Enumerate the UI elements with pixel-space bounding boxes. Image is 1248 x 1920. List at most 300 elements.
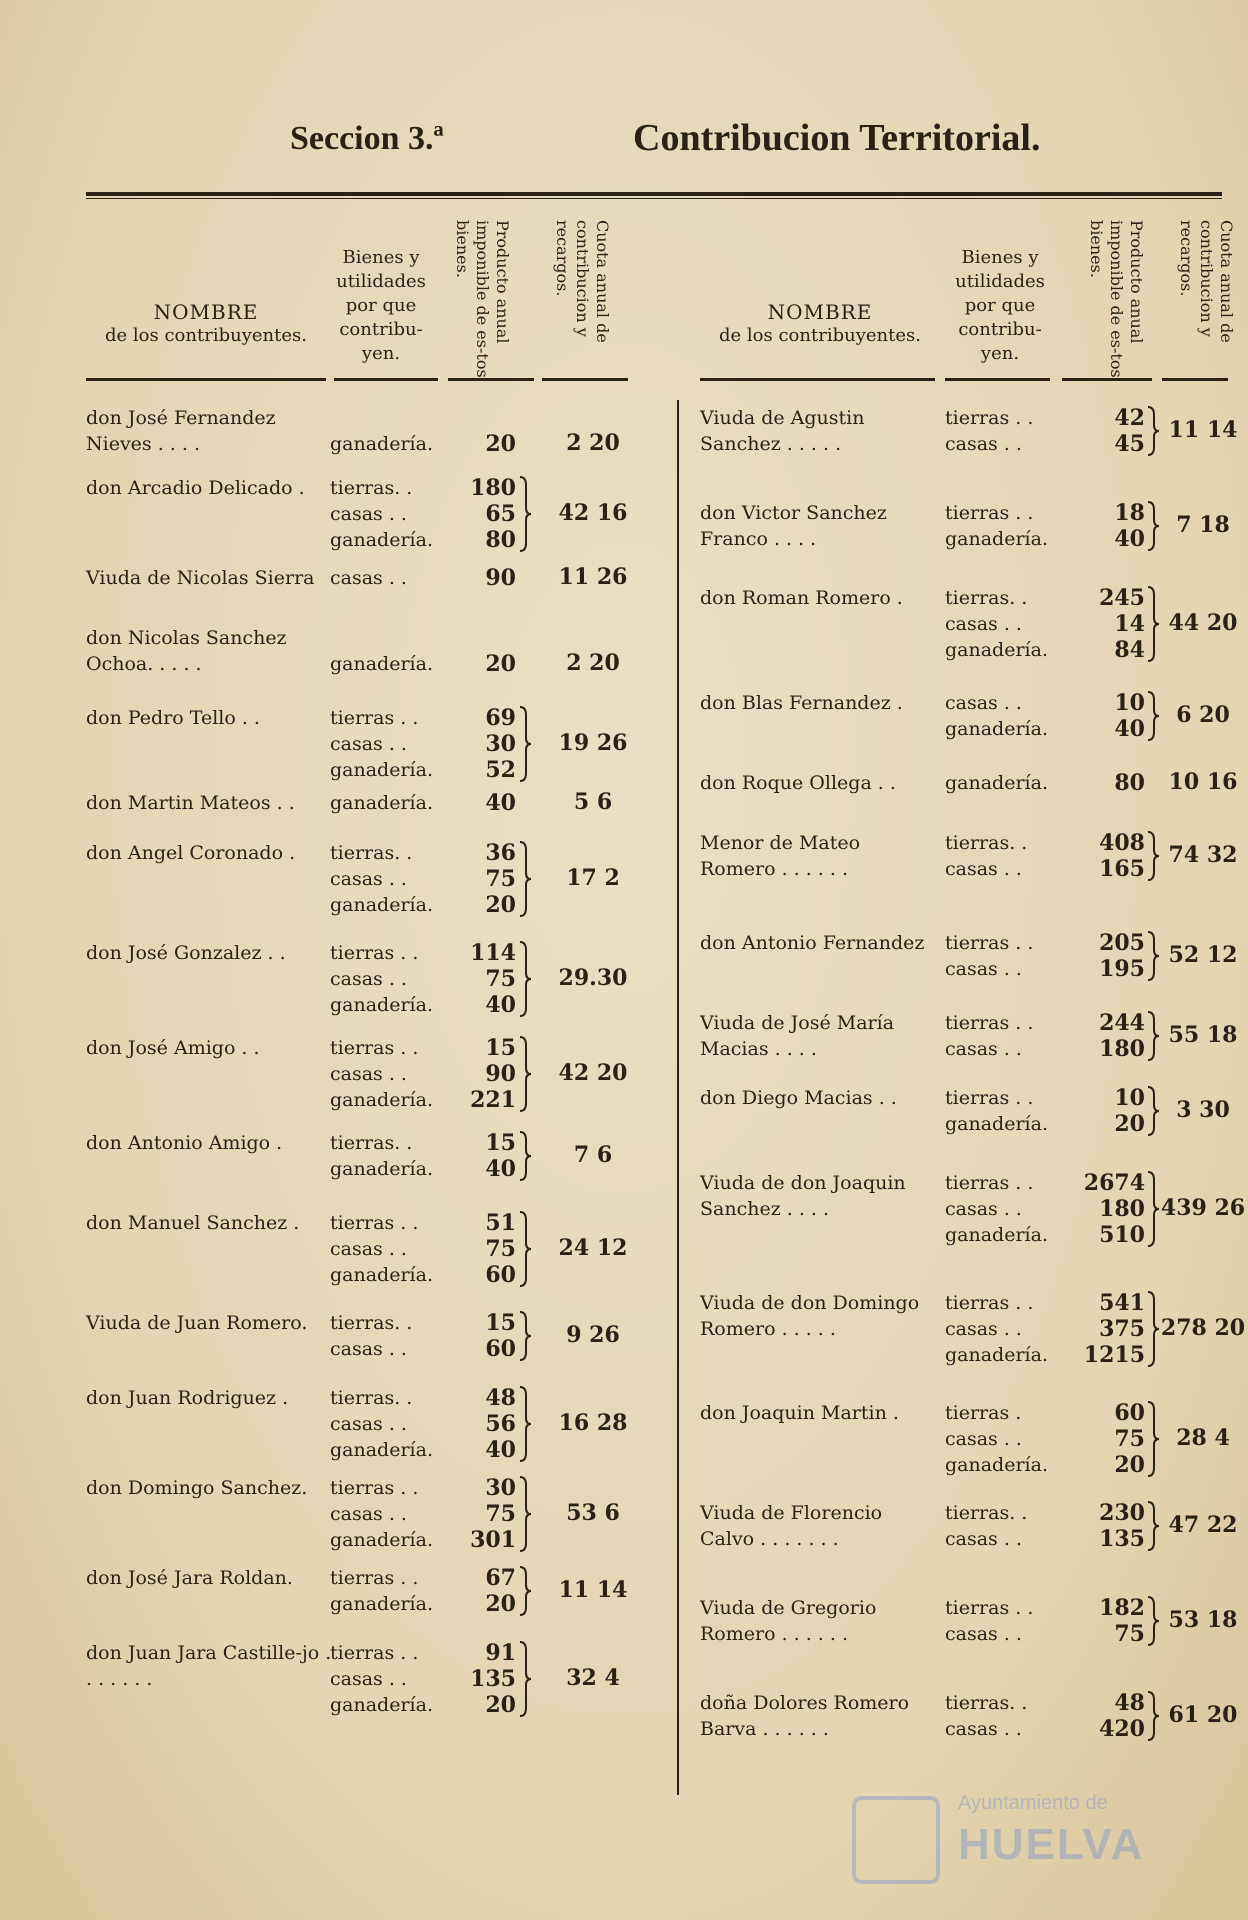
table-row <box>700 405 1238 457</box>
section-label: Seccion 3.ª <box>290 120 444 157</box>
header-underline <box>945 378 1050 381</box>
property-type: casas . . <box>330 503 407 525</box>
annual-quota: 7 6 <box>573 1142 613 1168</box>
table-row <box>700 1500 1238 1552</box>
annual-quota: 24 12 <box>558 1235 628 1261</box>
annual-quota: 19 26 <box>558 730 628 756</box>
annual-product-values <box>1045 830 1145 882</box>
brace-icon <box>518 1385 532 1463</box>
property-type: tierras . . <box>945 502 1034 524</box>
table-row <box>86 1035 666 1113</box>
property-type: ganadería. <box>330 792 433 814</box>
brace-icon <box>518 1640 532 1718</box>
property-type: ganadería. <box>330 1439 433 1461</box>
table-row <box>700 690 1230 742</box>
annual-product-values <box>406 1385 516 1463</box>
annual-product-value: 84 <box>1114 637 1145 663</box>
annual-product-value: 51 <box>485 1210 516 1236</box>
annual-product-values <box>1045 500 1145 552</box>
table-row <box>86 1565 666 1617</box>
annual-product-values <box>406 940 516 1018</box>
annual-product-value: 20 <box>485 1591 516 1617</box>
property-type: ganadería. <box>945 1344 1048 1366</box>
contributor-name: Viuda de Agustin Sanchez . . . . . <box>700 407 865 455</box>
annual-quota: 11 14 <box>1168 417 1238 443</box>
property-type: tierras . . <box>330 1477 419 1499</box>
property-type: ganadería. <box>330 1158 433 1180</box>
annual-product-value: 30 <box>485 731 516 757</box>
annual-product-value: 52 <box>485 757 516 783</box>
annual-product-values <box>1045 1085 1145 1137</box>
annual-product-value: 75 <box>485 966 516 992</box>
annual-quota: 42 16 <box>558 500 628 526</box>
annual-product-value: 114 <box>470 940 516 966</box>
annual-product-value: 10 <box>1114 690 1145 716</box>
property-type: ganadería. <box>330 1089 433 1111</box>
annual-product-value: 40 <box>1114 526 1145 552</box>
right-table <box>700 210 1246 1810</box>
header-underline <box>1162 378 1228 381</box>
annual-product-value: 60 <box>1114 1400 1145 1426</box>
table-row <box>86 1130 666 1182</box>
annual-product-value: 75 <box>1114 1426 1145 1452</box>
property-type: tierras. . <box>330 1312 413 1334</box>
annual-product-values <box>406 475 516 553</box>
annual-quota: 53 6 <box>566 1500 620 1526</box>
table-row <box>86 1210 666 1288</box>
annual-product-values <box>406 705 516 783</box>
annual-product-value: 244 <box>1099 1010 1145 1036</box>
annual-product-value: 69 <box>485 705 516 731</box>
property-type: casas . . <box>330 1063 407 1085</box>
annual-product-value: 195 <box>1099 956 1145 982</box>
contributor-name: don Roman Romero . <box>700 587 903 609</box>
annual-product-value: 20 <box>485 651 516 677</box>
annual-product-values <box>1045 405 1145 457</box>
annual-quota: 11 14 <box>558 1577 628 1603</box>
table-row <box>86 405 666 457</box>
annual-product-value: 165 <box>1099 856 1145 882</box>
contributor-name: don Antonio Amigo . <box>86 1132 283 1154</box>
property-type: tierras . . <box>330 1642 419 1664</box>
annual-product-value: 20 <box>1114 1452 1145 1478</box>
annual-quota: 44 20 <box>1168 610 1238 636</box>
header-underline <box>542 378 628 381</box>
property-type: ganadería. <box>945 718 1048 740</box>
annual-product-value: 90 <box>485 565 516 591</box>
annual-product-value: 20 <box>1114 1111 1145 1137</box>
annual-product-values <box>406 1640 516 1718</box>
annual-product-value: 10 <box>1114 1085 1145 1111</box>
brace-icon <box>518 1565 532 1617</box>
property-type: tierras. . <box>330 1387 413 1409</box>
annual-quota: 42 20 <box>558 1060 628 1086</box>
property-type: casas . . <box>330 567 407 589</box>
annual-product-value: 2674 <box>1083 1170 1145 1196</box>
contributor-name: doña Dolores Romero Barva . . . . . . <box>700 1692 910 1740</box>
annual-quota: 5 6 <box>573 789 613 815</box>
brace-icon <box>518 940 532 1018</box>
contributor-name: don Blas Fernandez . <box>700 692 903 714</box>
annual-product-value: 75 <box>485 1501 516 1527</box>
annual-quota: 61 20 <box>1168 1702 1238 1728</box>
annual-quota: 2 20 <box>566 650 620 676</box>
header-underline <box>1062 378 1152 381</box>
contributor-name: don Nicolas Sanchez Ochoa. . . . . <box>86 627 287 675</box>
annual-product-value: 40 <box>485 1156 516 1182</box>
annual-product-value: 230 <box>1099 1500 1145 1526</box>
brace-icon <box>518 1475 532 1553</box>
annual-product-value: 375 <box>1099 1316 1145 1342</box>
contributor-name: don José Amigo . . <box>86 1037 260 1059</box>
property-type: casas . . <box>330 1503 407 1525</box>
contributor-name: don Manuel Sanchez . <box>86 1212 300 1234</box>
table-row <box>700 769 1238 796</box>
annual-product-values <box>406 790 516 816</box>
property-type: ganadería. <box>330 759 433 781</box>
annual-product-values <box>406 1130 516 1182</box>
table-row <box>700 830 1238 882</box>
watermark-line1: Ayuntamiento de <box>958 1792 1108 1814</box>
property-type: tierras . . <box>945 1597 1034 1619</box>
annual-product-values <box>1045 930 1145 982</box>
brace-icon <box>518 840 532 918</box>
property-type: ganadería. <box>945 639 1048 661</box>
header-rule-thin <box>86 198 1222 199</box>
coat-of-arms-icon <box>852 1796 940 1884</box>
property-type: tierras . . <box>330 1037 419 1059</box>
property-type: tierras . . <box>945 1292 1034 1314</box>
table-row <box>86 1475 666 1553</box>
property-type: ganadería. <box>945 1224 1048 1246</box>
annual-quota: 32 4 <box>566 1665 620 1691</box>
annual-product-values <box>1045 1690 1145 1742</box>
property-type: tierras. . <box>330 842 413 864</box>
contributor-name: Viuda de don Joaquin Sanchez . . . . <box>700 1172 906 1220</box>
annual-product-values <box>406 651 516 677</box>
annual-product-value: 245 <box>1099 585 1145 611</box>
annual-product-values <box>1045 1010 1145 1062</box>
property-type: casas . . <box>945 1718 1022 1740</box>
annual-product-values <box>1045 1400 1145 1478</box>
annual-product-value: 91 <box>485 1640 516 1666</box>
annual-product-value: 30 <box>485 1475 516 1501</box>
property-type: ganadería. <box>330 1529 433 1551</box>
table-row <box>700 1690 1238 1742</box>
annual-product-value: 408 <box>1099 830 1145 856</box>
annual-quota: 55 18 <box>1168 1022 1238 1048</box>
table-row <box>700 500 1230 552</box>
annual-product-value: 65 <box>485 501 516 527</box>
annual-product-value: 14 <box>1114 611 1145 637</box>
annual-product-value: 42 <box>1114 405 1145 431</box>
property-type: tierras . . <box>945 1087 1034 1109</box>
brace-icon <box>518 1035 532 1113</box>
property-type: tierras. . <box>945 1502 1028 1524</box>
annual-quota: 17 2 <box>566 865 620 891</box>
property-type: ganadería. <box>330 1694 433 1716</box>
annual-product-value: 45 <box>1114 431 1145 457</box>
column-header-cuota: Cuota anual de contribucion y recargos. <box>1177 220 1236 343</box>
nombre-subtitle: de los contribuyentes. <box>719 325 921 346</box>
table-row <box>700 1290 1246 1368</box>
annual-product-value: 15 <box>485 1310 516 1336</box>
property-type: ganadería. <box>330 994 433 1016</box>
contributor-name: don Victor Sanchez Franco . . . . <box>700 502 887 550</box>
contributor-name: Menor de Mateo Romero . . . . . . <box>700 832 861 880</box>
contributor-name: Viuda de Florencio Calvo . . . . . . . <box>700 1502 883 1550</box>
property-type: casas . . <box>330 733 407 755</box>
property-type: tierras . . <box>330 707 419 729</box>
table-row <box>700 1085 1230 1137</box>
property-type: tierras . . <box>945 407 1034 429</box>
property-type: casas . . <box>945 1038 1022 1060</box>
annual-product-values <box>1045 1500 1145 1552</box>
column-divider <box>677 400 679 1795</box>
property-type: tierras . . <box>945 1172 1034 1194</box>
annual-product-values <box>406 1310 516 1362</box>
annual-product-value: 180 <box>1099 1196 1145 1222</box>
watermark-line2: HUELVA <box>958 1820 1145 1869</box>
contributor-name: don Domingo Sanchez. <box>86 1477 308 1499</box>
table-row <box>86 1310 666 1362</box>
brace-icon <box>518 705 532 783</box>
annual-product-values <box>1045 770 1145 796</box>
header-rule <box>86 192 1222 196</box>
property-type: ganadería. <box>330 894 433 916</box>
brace-icon <box>518 1210 532 1288</box>
header-underline <box>86 378 326 381</box>
annual-product-value: 40 <box>485 790 516 816</box>
annual-product-value: 80 <box>1114 770 1145 796</box>
annual-product-value: 301 <box>470 1527 516 1553</box>
contributor-name: don Juan Jara Castille-jo . . . . . . . <box>86 1642 332 1690</box>
property-type: casas . . <box>945 958 1022 980</box>
property-type: casas . . <box>945 1623 1022 1645</box>
contributor-name: don Martin Mateos . . <box>86 792 295 814</box>
property-type: casas . . <box>945 1318 1022 1340</box>
annual-product-value: 135 <box>470 1666 516 1692</box>
annual-product-value: 60 <box>485 1336 516 1362</box>
contributor-name: don José Jara Roldan. <box>86 1567 293 1589</box>
column-header-nombre <box>86 300 326 348</box>
contributor-name: Viuda de Gregorio Romero . . . . . . <box>700 1597 877 1645</box>
header-underline <box>448 378 534 381</box>
table-row <box>700 1595 1238 1647</box>
contributor-name: don Angel Coronado . <box>86 842 296 864</box>
annual-product-value: 1215 <box>1083 1342 1145 1368</box>
property-type: casas . . <box>945 1198 1022 1220</box>
annual-product-value: 20 <box>485 892 516 918</box>
annual-product-value: 56 <box>485 1411 516 1437</box>
property-type: casas . . <box>945 1528 1022 1550</box>
column-header-bienes: Bienes y utilidades por que contribu-yen. <box>955 247 1045 364</box>
property-type: ganadería. <box>330 433 433 455</box>
annual-product-value: 75 <box>485 866 516 892</box>
annual-product-value: 60 <box>485 1262 516 1288</box>
annual-product-values <box>1045 690 1145 742</box>
annual-product-value: 510 <box>1099 1222 1145 1248</box>
property-type: casas . . <box>945 858 1022 880</box>
annual-product-value: 221 <box>470 1087 516 1113</box>
annual-product-value: 541 <box>1099 1290 1145 1316</box>
annual-product-values <box>1045 1170 1145 1248</box>
annual-product-value: 75 <box>1114 1621 1145 1647</box>
contributor-name: don José Fernandez Nieves . . . . <box>86 407 276 455</box>
property-type: ganadería. <box>945 1454 1048 1476</box>
annual-product-value: 80 <box>485 527 516 553</box>
property-type: ganadería. <box>945 1113 1048 1135</box>
annual-quota: 278 20 <box>1160 1315 1246 1341</box>
brace-icon <box>518 1130 532 1182</box>
annual-product-value: 48 <box>485 1385 516 1411</box>
property-type: ganadería. <box>330 529 433 551</box>
annual-product-values <box>406 565 516 591</box>
table-row <box>86 840 666 918</box>
property-type: tierras. . <box>945 587 1028 609</box>
left-table <box>86 210 666 1810</box>
table-row <box>86 1385 666 1463</box>
table-row <box>86 705 666 783</box>
annual-quota: 9 26 <box>566 1322 620 1348</box>
table-row <box>86 940 666 1018</box>
annual-product-values <box>406 431 516 457</box>
table-row <box>700 1010 1238 1062</box>
table-row <box>700 1170 1246 1248</box>
contributor-name: Viuda de don Domingo Romero . . . . . <box>700 1292 920 1340</box>
table-row <box>86 625 666 677</box>
property-type: casas . . <box>945 1428 1022 1450</box>
column-header-bienes: Bienes y utilidades por que contribu-yen. <box>336 247 426 364</box>
annual-quota: 7 18 <box>1176 512 1230 538</box>
property-type: ganadería. <box>330 653 433 675</box>
property-type: tierras . <box>945 1402 1022 1424</box>
annual-product-values <box>1045 1595 1145 1647</box>
annual-quota: 439 26 <box>1160 1195 1246 1221</box>
property-type: casas . . <box>945 433 1022 455</box>
annual-product-value: 90 <box>485 1061 516 1087</box>
annual-quota: 28 4 <box>1176 1425 1230 1451</box>
property-type: tierras . . <box>945 1012 1034 1034</box>
annual-quota: 74 32 <box>1168 842 1238 868</box>
annual-quota: 53 18 <box>1168 1607 1238 1633</box>
annual-quota: 47 22 <box>1168 1512 1238 1538</box>
property-type: ganadería. <box>945 528 1048 550</box>
contributor-name: Viuda de Nicolas Sierra <box>86 567 315 589</box>
property-type: tierras. . <box>945 832 1028 854</box>
property-type: casas . . <box>945 692 1022 714</box>
contributor-name: don Diego Macias . . <box>700 1087 897 1109</box>
property-type: casas . . <box>330 1338 407 1360</box>
annual-quota: 11 26 <box>558 564 628 590</box>
table-row <box>86 565 666 591</box>
annual-product-value: 48 <box>1114 1690 1145 1716</box>
contributor-name: don José Gonzalez . . <box>86 942 286 964</box>
column-header-cuota: Cuota anual de contribucion y recargos. <box>553 220 612 343</box>
property-type: casas . . <box>945 613 1022 635</box>
property-type: ganadería. <box>330 1264 433 1286</box>
brace-icon <box>518 1310 532 1362</box>
property-type: tierras . . <box>330 1212 419 1234</box>
property-type: ganadería. <box>330 1593 433 1615</box>
annual-product-values <box>1045 585 1145 663</box>
property-type: tierras. . <box>945 1692 1028 1714</box>
annual-quota: 16 28 <box>558 1410 628 1436</box>
header-underline <box>700 378 935 381</box>
annual-product-value: 67 <box>485 1565 516 1591</box>
contributor-name: Viuda de José María Macias . . . . <box>700 1012 895 1060</box>
property-type: tierras. . <box>330 1132 413 1154</box>
annual-product-values <box>1045 1290 1145 1368</box>
contributor-name: don Pedro Tello . . <box>86 707 260 729</box>
annual-product-value: 205 <box>1099 930 1145 956</box>
annual-quota: 29.30 <box>558 965 628 991</box>
contributor-name: Viuda de Juan Romero. <box>86 1312 308 1334</box>
annual-product-value: 182 <box>1099 1595 1145 1621</box>
contributor-name: don Arcadio Delicado . <box>86 477 305 499</box>
annual-product-value: 40 <box>485 1437 516 1463</box>
nombre-title: NOMBRE <box>767 300 873 324</box>
property-type: casas . . <box>330 1413 407 1435</box>
annual-product-value: 20 <box>485 431 516 457</box>
annual-product-value: 75 <box>485 1236 516 1262</box>
annual-product-value: 180 <box>1099 1036 1145 1062</box>
contributor-name: don Juan Rodriguez . <box>86 1387 289 1409</box>
header-underline <box>334 378 438 381</box>
annual-product-value: 20 <box>485 1692 516 1718</box>
property-type: ganadería. <box>945 772 1048 794</box>
annual-product-values <box>406 1210 516 1288</box>
nombre-title: NOMBRE <box>153 300 259 324</box>
annual-quota: 10 16 <box>1168 769 1238 795</box>
annual-quota: 6 20 <box>1176 702 1230 728</box>
contributor-name: don Antonio Fernandez <box>700 932 925 954</box>
annual-product-value: 15 <box>485 1130 516 1156</box>
contributor-name: don Roque Ollega . . <box>700 772 896 794</box>
annual-quota: 52 12 <box>1168 942 1238 968</box>
property-type: casas . . <box>330 968 407 990</box>
annual-product-value: 40 <box>1114 716 1145 742</box>
watermark <box>840 1790 1170 1880</box>
table-row <box>700 930 1238 982</box>
annual-product-value: 420 <box>1099 1716 1145 1742</box>
column-header-nombre <box>700 300 940 348</box>
property-type: tierras . . <box>330 942 419 964</box>
annual-product-value: 180 <box>470 475 516 501</box>
brace-icon <box>518 475 532 553</box>
annual-quota: 2 20 <box>566 430 620 456</box>
property-type: tierras . . <box>330 1567 419 1589</box>
annual-product-values <box>406 1035 516 1113</box>
annual-product-values <box>406 1565 516 1617</box>
page-header <box>0 110 1248 170</box>
annual-product-value: 135 <box>1099 1526 1145 1552</box>
column-header-producto: Producto anual imponible de es-tos bienes. <box>453 220 512 378</box>
property-type: casas . . <box>330 1238 407 1260</box>
column-header-producto: Producto anual imponible de es-tos bienes. <box>1087 220 1146 378</box>
annual-product-values <box>406 1475 516 1553</box>
annual-product-value: 15 <box>485 1035 516 1061</box>
table-row <box>86 475 666 553</box>
property-type: tierras. . <box>330 477 413 499</box>
table-row <box>86 790 666 816</box>
annual-product-value: 36 <box>485 840 516 866</box>
nombre-subtitle: de los contribuyentes. <box>105 325 307 346</box>
table-row <box>700 585 1238 663</box>
page-title: Contribucion Territorial. <box>633 117 1041 159</box>
annual-product-values <box>406 840 516 918</box>
table-row <box>700 1400 1230 1478</box>
